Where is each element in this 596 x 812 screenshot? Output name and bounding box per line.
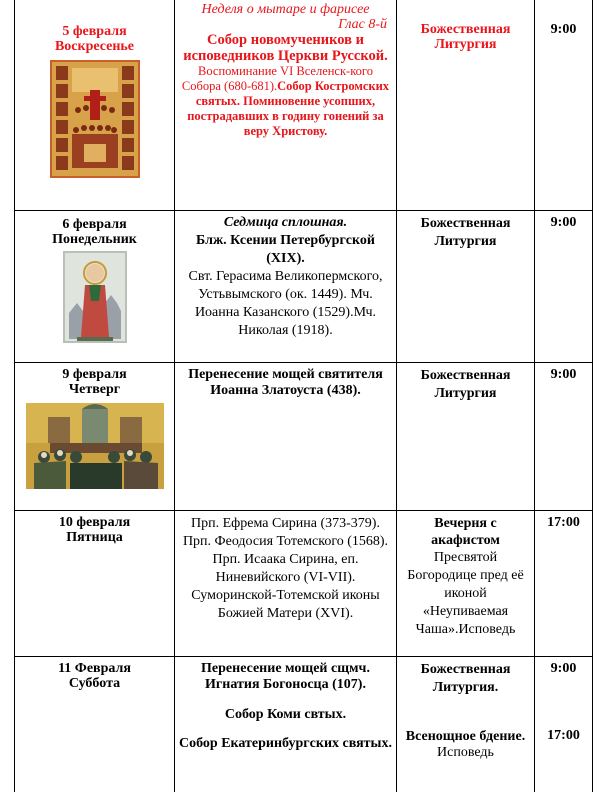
table-row [15, 656, 593, 792]
service-cell [397, 656, 535, 792]
time-label: 17:00 [547, 514, 580, 530]
description-cell [175, 510, 397, 656]
description-cell [175, 0, 397, 210]
date-label: 10 февраля [58, 514, 131, 530]
time-cell [535, 362, 593, 510]
weekday-label: Пятница [66, 529, 123, 545]
weekday-label: Понедельник [52, 231, 137, 247]
date-cell [15, 656, 175, 792]
date-cell [15, 210, 175, 362]
table-row [15, 510, 593, 656]
time-label-2: 17:00 [547, 727, 580, 743]
service-label: Божественная Литургия [420, 215, 511, 249]
week-note: Седмица сплошная. [223, 214, 348, 230]
relics-chrysostom-icon [26, 403, 164, 489]
service-cell [397, 0, 535, 210]
feast-title: Перенесение мощей святителя Иоанна Златоуста (438). [188, 366, 383, 398]
description-cell [175, 656, 397, 792]
service-detail-2: Исповедь [437, 744, 494, 760]
new-martyrs-icon [50, 60, 140, 178]
weekday-label: Четверг [68, 381, 121, 397]
time-label: 9:00 [550, 366, 577, 382]
service-label: Вечерня с акафистом [431, 515, 500, 548]
date-label: 6 февраля [62, 216, 127, 232]
description-cell [175, 362, 397, 510]
commemoration-bold-text: Собор Костромских святых. Поминовение усопших, пострадавших в годину гонений за веру Христову. [187, 79, 390, 138]
time-cell [535, 510, 593, 656]
service-label: Божественная Литургия [420, 367, 511, 401]
commemoration-text: Свт. Герасима Великопермского, Устьвымского (ок. 1449). Мч. Иоанна Казанского (1529).Мч. Николая (1918). [188, 268, 383, 338]
service-label-2: Всенощное бдение. [405, 728, 526, 744]
commemoration-text: Воспоминание VI Вселенск-кого Собора (680-681). [181, 64, 373, 93]
time-cell [535, 0, 593, 210]
synaxis-ekaterinburg: Собор Екатеринбургских святых. [179, 735, 392, 751]
st-xenia-icon [63, 251, 127, 343]
table-row [15, 0, 593, 210]
service-cell [397, 510, 535, 656]
service-cell [397, 362, 535, 510]
date-label: 9 февраля [62, 366, 127, 382]
time-label: 9:00 [550, 22, 577, 37]
feast-title: Блж. Ксении Петербургской (XIX). [196, 232, 375, 266]
feast-title: Перенесение мощей сщмч. Игнатия Богоносца (107). [201, 660, 370, 692]
schedule-table [14, 0, 593, 792]
service-label: Божественная Литургия. [420, 661, 511, 695]
date-cell [15, 510, 175, 656]
table-row [15, 362, 593, 510]
table-row [15, 210, 593, 362]
description-cell [175, 210, 397, 362]
commemoration-text: Прп. Ефрема Сирина (373-379). Прп. Феодосия Тотемского (1568). Прп. Исаака Сирина, еп. Ниневийского (VI-VII). Суморинской-Тотемской иконы Божией Матери (XVI). [182, 515, 389, 621]
time-label: 9:00 [550, 214, 577, 230]
service-detail: Пресвятой Богородице пред её иконой «Неупиваемая Чаша».Исповедь [407, 549, 524, 637]
date-label: 11 Февраля [58, 660, 131, 676]
tone-label: Глас 8-й [338, 17, 387, 32]
time-label: 9:00 [550, 660, 577, 676]
weekday-label: Суббота [68, 675, 121, 691]
schedule-table-container [14, 0, 592, 792]
date-cell [15, 0, 175, 210]
sunday-title: Неделя о мытаре и фарисее [201, 2, 370, 17]
synaxis-komi: Собор Коми свтых. [224, 706, 347, 722]
weekday-label: Воскресенье [54, 39, 135, 54]
date-cell [15, 362, 175, 510]
time-cell [535, 656, 593, 792]
feast-title: Собор новомучеников и исповедников Церкви Русской. [183, 32, 388, 64]
service-cell [397, 210, 535, 362]
date-label: 5 февраля [62, 24, 127, 39]
service-label: Божественная Литургия [420, 22, 511, 52]
time-cell [535, 210, 593, 362]
